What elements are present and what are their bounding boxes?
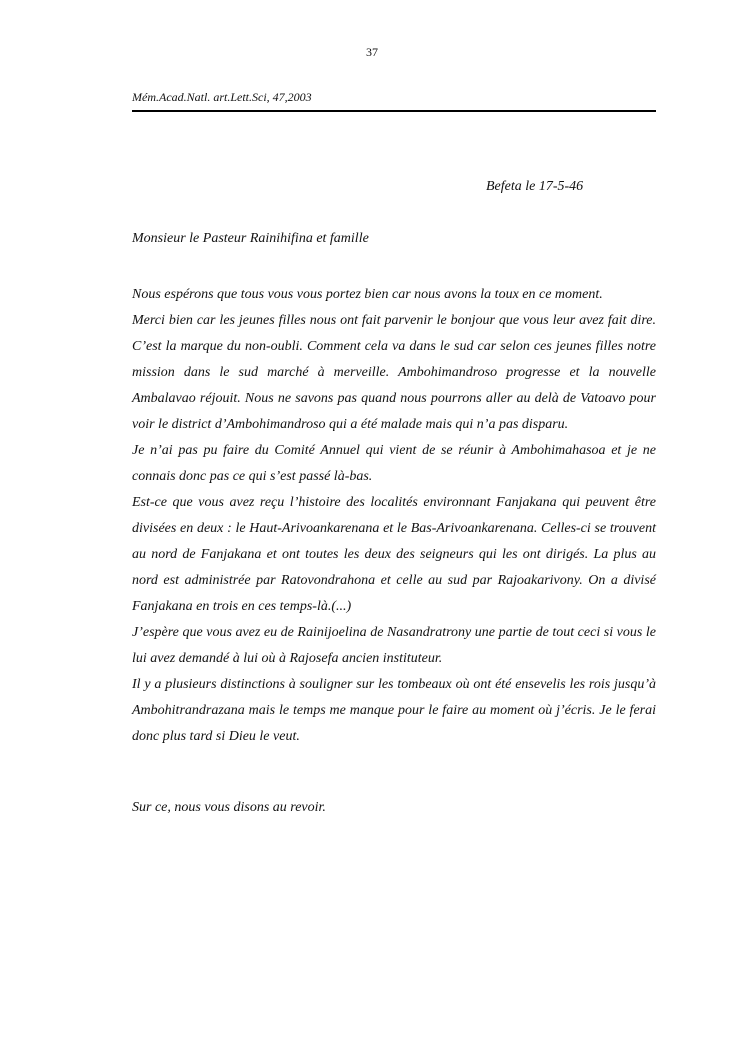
- letter-salutation: Monsieur le Pasteur Rainihifina et famille: [132, 231, 369, 246]
- header-rule: [132, 110, 656, 112]
- letter-closing: Sur ce, nous vous disons au revoir.: [132, 800, 326, 815]
- letter-paragraph: J’espère que vous avez eu de Rainijoelina de Nasandratrony une partie de tout ceci si vous le lui avez demandé à lui où à Rajosefa ancien instituteur.: [132, 625, 656, 666]
- running-header: Mém.Acad.Natl. art.Lett.Sci, 47,2003: [132, 90, 312, 104]
- letter-paragraph: Merci bien car les jeunes filles nous ont fait parvenir le bonjour que vous leur avez fait dire. C’est la marque du non-oubli. Comment cela va dans le sud car selon ces jeunes filles notre mission dans le sud marché à merveille. Ambohimandroso progresse et la nouvelle Ambalavao réjouit. Nous ne savons pas quand nous pourrons aller au delà de Vatoavo pour voir le district d’Ambohimandroso qui a été malade mais qui n’a pas disparu.: [132, 313, 656, 432]
- letter-paragraph: Est-ce que vous avez reçu l’histoire des localités environnant Fanjakana qui peuvent être divisées en deux : le Haut-Arivoankarenana et le Bas-Arivoankarenana. Celles-ci se trouvent au nord de Fanjakana et ont toutes les deux des seigneurs qui les ont dirigés. La plus au nord est administrée par Ratovondrahona et celle au sud par Rajoakarivony. On a divisé Fanjakana en trois en ces temps-là.(...): [132, 495, 656, 614]
- page-number: 37: [366, 45, 378, 59]
- letter-paragraph: Nous espérons que tous vous vous portez bien car nous avons la toux en ce moment.: [132, 287, 603, 302]
- letter-paragraph: Je n’ai pas pu faire du Comité Annuel qui vient de se réunir à Ambohimahasoa et je ne connais donc pas ce qui s’est passé là-bas.: [132, 443, 656, 484]
- letter-place-date: Befeta le 17-5-46: [486, 179, 584, 194]
- letter-body: [132, 282, 656, 750]
- letter-paragraph: Il y a plusieurs distinctions à souligner sur les tombeaux où ont été ensevelis les rois jusqu’à Ambohitrandrazana mais le temps me manque pour le faire au moment où j’écris. Je le ferai donc plus tard si Dieu le veut.: [132, 677, 656, 744]
